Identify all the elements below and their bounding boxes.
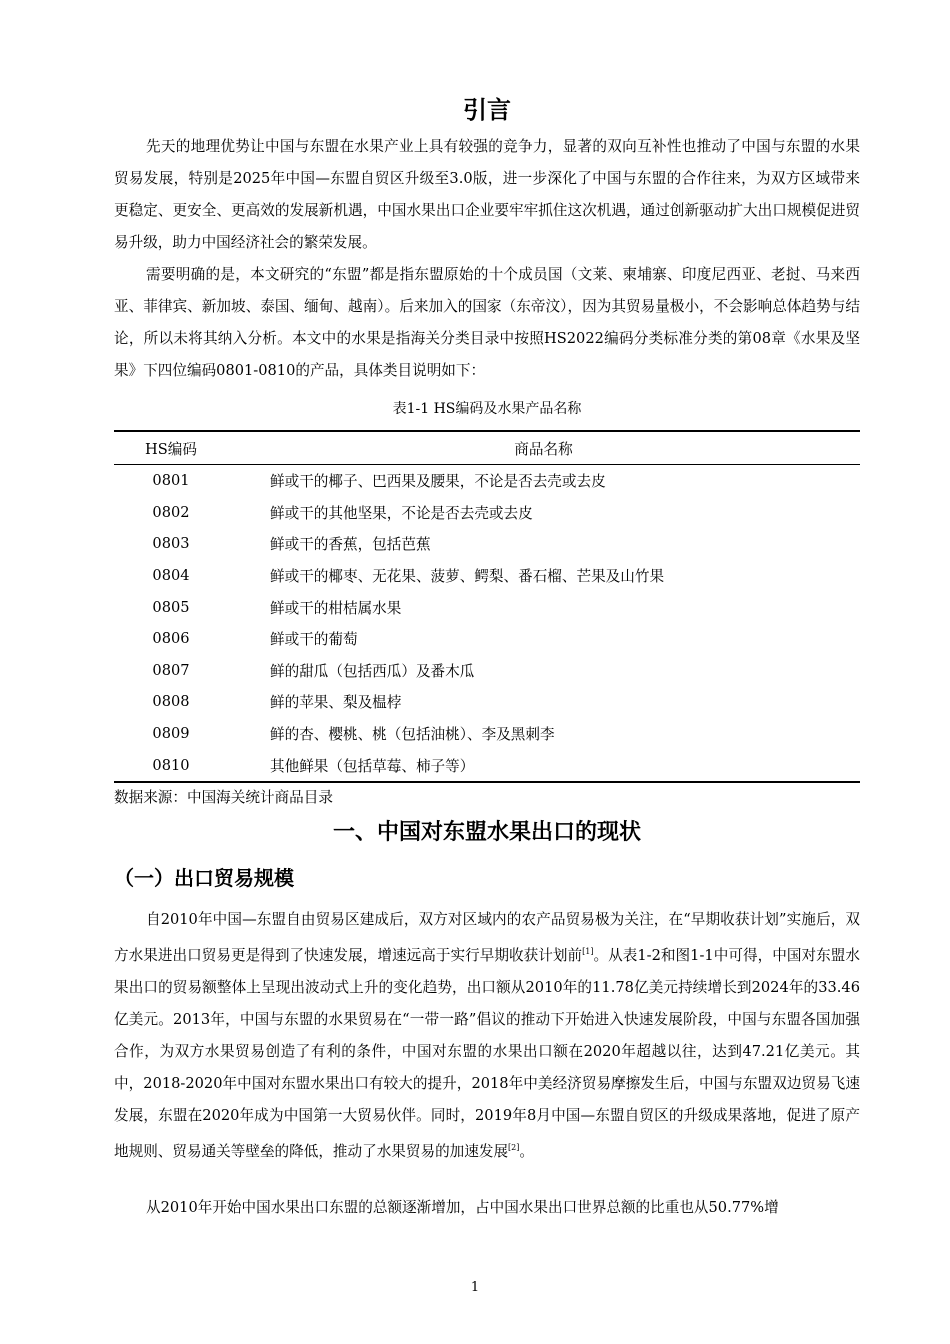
intro-title: 引言 [463, 96, 511, 124]
product-name-cell: 鲜或干的葡萄 [270, 631, 358, 649]
section-1-paragraph-2: 从2010年开始中国水果出口东盟的总额逐渐增加，占中国水果出口世界总额的比重也从50.77%增 [146, 1199, 779, 1216]
product-name-cell: 鲜的杏、樱桃、桃（包括油桃）、李及黑刺李 [270, 726, 555, 744]
product-name-cell: 鲜或干的椰枣、无花果、菠萝、鳄梨、番石榴、芒果及山竹果 [270, 568, 665, 586]
table-row [114, 655, 860, 687]
page-number: 1 [470, 1280, 480, 1295]
product-name-cell: 鲜或干的柑桔属水果 [270, 599, 402, 617]
table-row [114, 560, 860, 592]
hs-code-cell: 0808 [152, 693, 190, 711]
hs-code-cell: 0802 [152, 503, 190, 521]
product-name-cell: 鲜或干的椰子、巴西果及腰果，不论是否去壳或去皮 [270, 473, 606, 491]
intro-paragraph-2: 需要明确的是，本文研究的“东盟”都是指东盟原始的十个成员国（文莱、柬埔寨、印度尼西亚、老挝、马来西亚、菲律宾、新加坡、泰国、缅甸、越南）。后来加入的国家（东帝汶），因为其贸易量极小，不会影响总体趋势与结论，所以未将其纳入分析。本文中的水果是指海关分类目录中按照HS2022编码分类标准分类的第08章《水果及坚果》下四位编码0801-0810的产品，具体类目说明如下： [114, 266, 860, 379]
hs-code-cell: 0801 [152, 472, 190, 490]
table-row [114, 465, 860, 497]
table-row [114, 686, 860, 718]
table-row [114, 718, 860, 750]
paragraph-text: 。 [519, 1142, 534, 1160]
section-1-paragraph-1 [114, 904, 860, 1168]
product-name-cell: 鲜或干的其他坚果，不论是否去壳或去皮 [270, 504, 533, 522]
product-name-cell: 鲜的苹果、梨及榅桲 [270, 694, 402, 712]
product-name-cell: 鲜的甜瓜（包括西瓜）及番木瓜 [270, 662, 475, 680]
table-header-row [114, 431, 860, 465]
table-caption: 表1-1 HS编码及水果产品名称 [392, 401, 582, 417]
paragraph-text: 自2010年中国—东盟自由贸易区建成后，双方对区域内的农产品贸易极为关注，在“早期收获计划”实施后，双方水果进出口贸易更是得到了快速发展，增速远高于实行早期收获计划前 [114, 911, 860, 964]
table-source-note: 数据来源：中国海关统计商品目录 [114, 789, 333, 806]
product-name-cell: 其他鲜果（包括草莓、柿子等） [228, 749, 860, 782]
subsection-1-title: （一）出口贸易规模 [114, 866, 294, 890]
header-product-name: 商品名称 [228, 431, 860, 465]
product-name-cell: 鲜或干的香蕉，包括芭蕉 [270, 536, 431, 554]
hs-code-cell: 0809 [152, 725, 190, 743]
table-row [114, 623, 860, 655]
table-row [114, 591, 860, 623]
hs-code-cell: 0810 [114, 749, 228, 782]
hs-code-cell: 0807 [152, 661, 190, 679]
paragraph-text: 。从表1-2和图1-1中可得，中国对东盟水果出口的贸易额整体上呈现出波动式上升的变化趋势，出口额从2010年的11.78亿美元持续增长到2024年的33.46亿美元。2013年，中国与东盟的水果贸易在“一带一路”倡议的推动下开始进入快速发展阶段，中国与东盟各国加强合作，为双方水果贸易创造了有利的条件，中国对东盟的水果出口额在2020年超越以往，达到47.21亿美元。其中，2018-2020年中国对东盟水果出口有较大的提升，2018年中美经济贸易摩擦发生后，中国与东盟双边贸易飞速发展，东盟在2020年成为中国第一大贸易伙伴。同时，2019年8月中国—东盟自贸区的升级成果落地，促进了原产地规则、贸易通关等壁垒的降低，推动了水果贸易的加速发展 [114, 946, 860, 1160]
hs-code-cell: 0805 [152, 598, 190, 616]
header-hs-code: HS编码 [114, 431, 228, 465]
intro-paragraph-1: 先天的地理优势让中国与东盟在水果产业上具有较强的竞争力，显著的双向互补性也推动了中国与东盟的水果贸易发展，特别是2025年中国—东盟自贸区升级至3.0版，进一步深化了中国与东盟的合作往来，为双方区域带来更稳定、更安全、更高效的发展新机遇，中国水果出口企业要牢牢抓住这次机遇，通过创新驱动扩大出口规模促进贸易升级，助力中国经济社会的繁荣发展。 [114, 138, 860, 251]
section-1-title: 一、中国对东盟水果出口的现状 [332, 820, 641, 845]
hs-code-cell: 0803 [152, 535, 190, 553]
table-row [114, 528, 860, 560]
table-row [114, 749, 860, 782]
hs-code-table [114, 430, 860, 783]
table-row [114, 497, 860, 529]
citation-ref-1[interactable]: [1] [582, 947, 594, 956]
citation-ref-2[interactable]: [2] [508, 1142, 520, 1152]
hs-code-cell: 0806 [152, 630, 190, 648]
hs-code-cell: 0804 [152, 567, 190, 585]
